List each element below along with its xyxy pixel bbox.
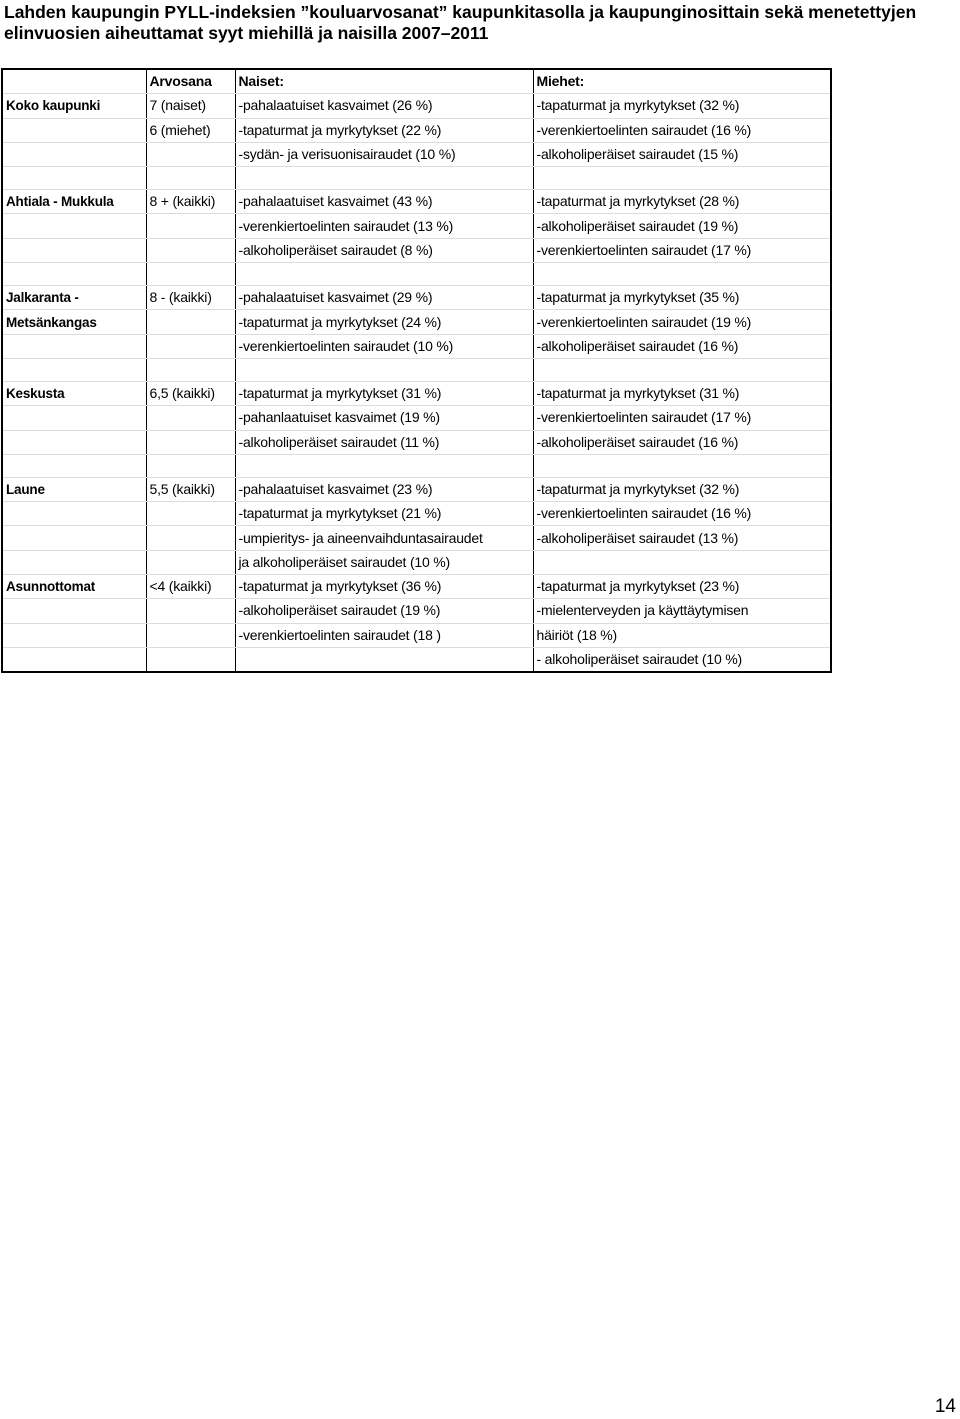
grade-cell	[146, 502, 235, 526]
grade-cell	[146, 550, 235, 574]
women-causes-cell: -verenkiertoelinten sairaudet (10 %)	[235, 334, 533, 358]
area-cell	[2, 238, 146, 262]
table-row	[2, 286, 831, 310]
grade-cell	[146, 599, 235, 623]
area-cell	[2, 214, 146, 238]
grade-cell	[146, 647, 235, 672]
grade-cell	[146, 214, 235, 238]
area-cell	[2, 647, 146, 672]
table-row	[2, 430, 831, 454]
women-causes-cell: ja alkoholiperäiset sairaudet (10 %)	[235, 550, 533, 574]
table-row	[2, 94, 831, 118]
table-row	[2, 118, 831, 142]
women-causes-cell: -alkoholiperäiset sairaudet (11 %)	[235, 430, 533, 454]
grade-cell: 8 + (kaikki)	[146, 190, 235, 214]
table-row	[2, 623, 831, 647]
table-row	[2, 599, 831, 623]
grade-cell: 8 - (kaikki)	[146, 286, 235, 310]
area-cell: Ahtiala - Mukkula	[2, 190, 146, 214]
men-causes-cell: -tapaturmat ja myrkytykset (23 %)	[533, 575, 831, 599]
grade-cell: 5,5 (kaikki)	[146, 477, 235, 501]
men-causes-cell: -verenkiertoelinten sairaudet (19 %)	[533, 310, 831, 334]
table-row	[2, 575, 831, 599]
women-causes-cell: -tapaturmat ja myrkytykset (31 %)	[235, 381, 533, 405]
men-causes-cell: -tapaturmat ja myrkytykset (31 %)	[533, 381, 831, 405]
table-row	[2, 334, 831, 358]
men-causes-cell: -tapaturmat ja myrkytykset (32 %)	[533, 477, 831, 501]
table-row	[2, 167, 831, 190]
header-women: Naiset:	[235, 69, 533, 94]
women-causes-cell	[235, 358, 533, 381]
women-causes-cell: -alkoholiperäiset sairaudet (19 %)	[235, 599, 533, 623]
men-causes-cell: -tapaturmat ja myrkytykset (35 %)	[533, 286, 831, 310]
table-row	[2, 214, 831, 238]
women-causes-cell	[235, 167, 533, 190]
grade-cell	[146, 406, 235, 430]
men-causes-cell: - alkoholiperäiset sairaudet (10 %)	[533, 647, 831, 672]
area-cell: Metsänkangas	[2, 310, 146, 334]
table-row	[2, 381, 831, 405]
page-number: 14	[934, 1396, 956, 1417]
men-causes-cell: -mielenterveyden ja käyttäytymisen	[533, 599, 831, 623]
area-cell	[2, 599, 146, 623]
table-row	[2, 310, 831, 334]
table-row	[2, 647, 831, 672]
grade-cell	[146, 358, 235, 381]
area-cell	[2, 263, 146, 286]
table-row	[2, 454, 831, 477]
document-title: Lahden kaupungin PYLL-indeksien ”kouluarvosanat” kaupunkitasolla ja kaupunginosittain sekä menetettyjen elinvuosien aiheuttamat syyt miehillä ja naisilla 2007–2011	[4, 2, 917, 43]
women-causes-cell	[235, 263, 533, 286]
grade-cell: 6,5 (kaikki)	[146, 381, 235, 405]
women-causes-cell: -alkoholiperäiset sairaudet (8 %)	[235, 238, 533, 262]
area-cell	[2, 430, 146, 454]
grade-cell	[146, 310, 235, 334]
grade-cell: <4 (kaikki)	[146, 575, 235, 599]
area-cell	[2, 334, 146, 358]
men-causes-cell	[533, 263, 831, 286]
men-causes-cell: -verenkiertoelinten sairaudet (17 %)	[533, 238, 831, 262]
grade-cell	[146, 167, 235, 190]
table-row	[2, 142, 831, 166]
table-row	[2, 477, 831, 501]
women-causes-cell: -tapaturmat ja myrkytykset (24 %)	[235, 310, 533, 334]
area-cell	[2, 623, 146, 647]
men-causes-cell	[533, 550, 831, 574]
men-causes-cell: -alkoholiperäiset sairaudet (16 %)	[533, 430, 831, 454]
grade-cell	[146, 454, 235, 477]
table-row	[2, 502, 831, 526]
table-body	[2, 69, 831, 672]
table-row	[2, 190, 831, 214]
area-cell	[2, 502, 146, 526]
grade-cell	[146, 263, 235, 286]
men-causes-cell	[533, 358, 831, 381]
grade-cell	[146, 430, 235, 454]
grade-cell	[146, 526, 235, 550]
women-causes-cell: -pahalaatuiset kasvaimet (29 %)	[235, 286, 533, 310]
area-cell: Keskusta	[2, 381, 146, 405]
women-causes-cell: -tapaturmat ja myrkytykset (21 %)	[235, 502, 533, 526]
men-causes-cell	[533, 167, 831, 190]
table-header-row	[2, 69, 831, 94]
women-causes-cell: -tapaturmat ja myrkytykset (36 %)	[235, 575, 533, 599]
men-causes-cell: -alkoholiperäiset sairaudet (16 %)	[533, 334, 831, 358]
header-men: Miehet:	[533, 69, 831, 94]
grade-cell: 7 (naiset)	[146, 94, 235, 118]
grade-cell	[146, 334, 235, 358]
women-causes-cell: -pahalaatuiset kasvaimet (43 %)	[235, 190, 533, 214]
area-cell: Jalkaranta -	[2, 286, 146, 310]
men-causes-cell: -alkoholiperäiset sairaudet (15 %)	[533, 142, 831, 166]
area-cell	[2, 406, 146, 430]
women-causes-cell: -verenkiertoelinten sairaudet (18 )	[235, 623, 533, 647]
men-causes-cell: -verenkiertoelinten sairaudet (16 %)	[533, 502, 831, 526]
area-cell	[2, 550, 146, 574]
area-cell	[2, 454, 146, 477]
women-causes-cell: -tapaturmat ja myrkytykset (22 %)	[235, 118, 533, 142]
area-cell: Koko kaupunki	[2, 94, 146, 118]
men-causes-cell: -alkoholiperäiset sairaudet (19 %)	[533, 214, 831, 238]
grade-cell	[146, 142, 235, 166]
men-causes-cell: -alkoholiperäiset sairaudet (13 %)	[533, 526, 831, 550]
header-area	[2, 69, 146, 94]
area-cell: Laune	[2, 477, 146, 501]
men-causes-cell: -tapaturmat ja myrkytykset (28 %)	[533, 190, 831, 214]
women-causes-cell: -sydän- ja verisuonisairaudet (10 %)	[235, 142, 533, 166]
women-causes-cell: -pahanlaatuiset kasvaimet (19 %)	[235, 406, 533, 430]
table-row	[2, 526, 831, 550]
area-cell	[2, 167, 146, 190]
grade-cell	[146, 238, 235, 262]
men-causes-cell: -verenkiertoelinten sairaudet (16 %)	[533, 118, 831, 142]
table-row	[2, 238, 831, 262]
grade-cell	[146, 623, 235, 647]
women-causes-cell: -pahalaatuiset kasvaimet (23 %)	[235, 477, 533, 501]
grade-cell: 6 (miehet)	[146, 118, 235, 142]
men-causes-cell: häiriöt (18 %)	[533, 623, 831, 647]
area-cell: Asunnottomat	[2, 575, 146, 599]
men-causes-cell: -tapaturmat ja myrkytykset (32 %)	[533, 94, 831, 118]
area-cell	[2, 118, 146, 142]
women-causes-cell	[235, 647, 533, 672]
table-row	[2, 550, 831, 574]
table-row	[2, 358, 831, 381]
men-causes-cell	[533, 454, 831, 477]
women-causes-cell: -verenkiertoelinten sairaudet (13 %)	[235, 214, 533, 238]
area-cell	[2, 358, 146, 381]
men-causes-cell: -verenkiertoelinten sairaudet (17 %)	[533, 406, 831, 430]
women-causes-cell	[235, 454, 533, 477]
table-row	[2, 406, 831, 430]
area-cell	[2, 526, 146, 550]
area-cell	[2, 142, 146, 166]
header-grade: Arvosana	[146, 69, 235, 94]
pyll-table	[1, 68, 832, 673]
women-causes-cell: -umpieritys- ja aineenvaihduntasairaudet	[235, 526, 533, 550]
table-row	[2, 263, 831, 286]
women-causes-cell: -pahalaatuiset kasvaimet (26 %)	[235, 94, 533, 118]
